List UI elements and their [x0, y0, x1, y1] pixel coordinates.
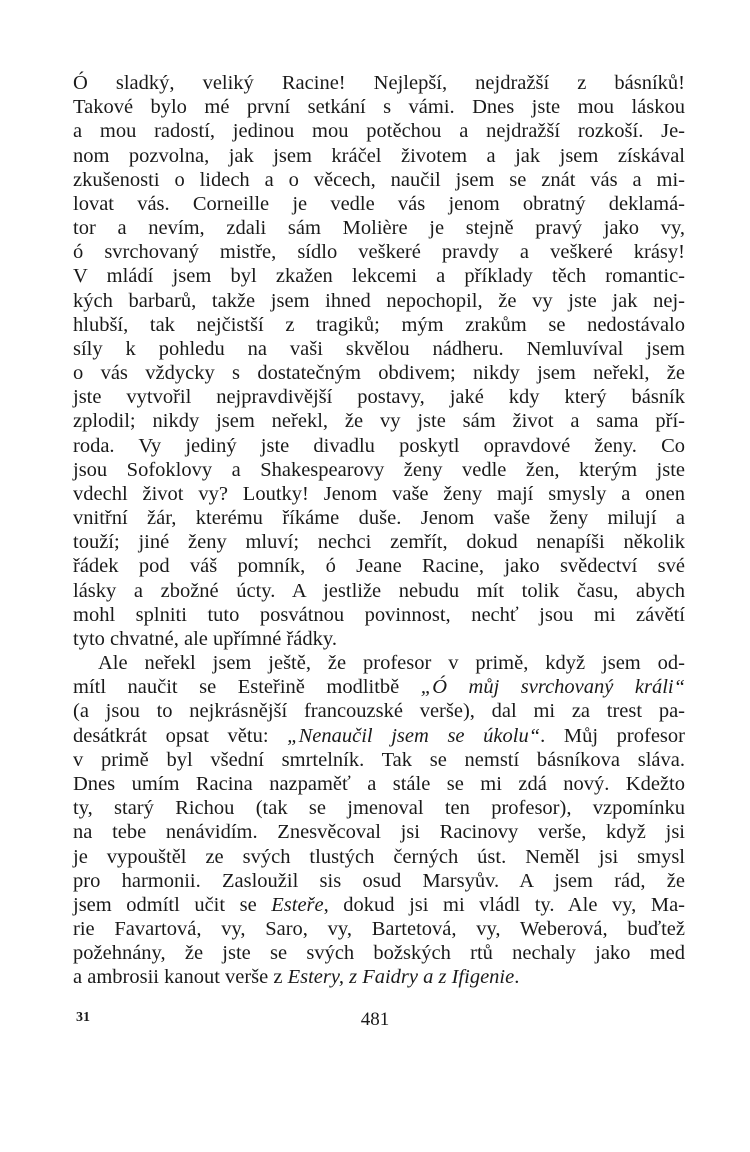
text-span: pro harmonii. Zasloužil sis osud Marsyův. A jsem rád, že	[73, 869, 685, 892]
text-line	[73, 409, 685, 433]
text-span: jste vytvořil nejpravdivější postavy, jaké kdy který básník	[73, 386, 685, 409]
text-line	[73, 434, 685, 458]
text-span: roda. Vy jediný jste divadlu poskytl opravdové ženy. Co	[73, 434, 685, 457]
text-line	[73, 119, 685, 143]
text-span: nom pozvolna, jak jsem kráčel životem a jak jsem získával	[73, 144, 685, 167]
text-span: V mládí jsem byl zkažen lekcemi a příklady těch romantic-	[73, 265, 685, 288]
italic-text-span: „Nenaučil jsem se úkolu“	[287, 724, 541, 747]
text-line	[73, 554, 685, 578]
text-span: ty, starý Richou (tak se jmenoval ten profesor), vzpomínku	[73, 797, 685, 820]
text-line	[73, 917, 685, 941]
text-line	[73, 772, 685, 796]
text-span: Ale neřekl jsem ještě, že profesor v primě, když jsem od-	[98, 652, 685, 675]
text-line	[73, 579, 685, 603]
text-span: hlubší, tak nejčistší z tragiků; mým zrakům se nedostávalo	[73, 313, 685, 336]
text-span: mítl naučit se Esteřině modlitbě	[73, 676, 421, 699]
text-line	[73, 361, 685, 385]
text-line	[73, 313, 685, 337]
text-line	[73, 71, 685, 95]
text-line	[73, 144, 685, 168]
page-number: 481	[360, 1009, 390, 1030]
text-span: na tebe nenávidím. Znesvěcoval jsi Racinovy verše, když jsi	[73, 821, 685, 844]
text-line	[73, 385, 685, 409]
italic-text-span: Estery, z Faidry a z Ifigenie	[287, 966, 515, 989]
text-span: , dokud jsi mi vládl ty. Ale vy, Ma-	[323, 893, 685, 916]
text-span: . Můj profesor	[540, 724, 685, 747]
text-line	[73, 192, 685, 216]
text-span: síly k pohledu na vaši skvělou nádheru. Nemluvíval jsem	[73, 337, 685, 360]
text-span: lásky a zbožné úcty. A jestliže nebudu mít tolik času, abych	[73, 579, 685, 602]
text-line	[73, 796, 685, 820]
text-span: ó svrchovaný mistře, sídlo veškeré pravdy a veškeré krásy!	[73, 241, 685, 264]
text-span: kých barbarů, takže jsem ihned nepochopil, že vy jste jak nej-	[73, 289, 685, 312]
text-span: tor a nevím, zdali sám Molière je stejně pravý jako vy,	[73, 217, 685, 240]
text-span: touží; jiné ženy mluví; nechci zemřít, dokud nenapíši několik	[73, 531, 685, 554]
text-line	[73, 337, 685, 361]
text-span: řádek pod váš pomník, ó Jeane Racine, jako svědectví své	[73, 555, 685, 578]
italic-text-span: „Ó můj svrchovaný králi“	[420, 676, 685, 699]
text-span: a ambrosii kanout verše z	[73, 966, 288, 989]
text-line	[73, 820, 685, 844]
text-span: desátkrát opsat větu:	[73, 724, 288, 747]
text-span: Ó sladký, veliký Racine! Nejlepší, nejdražší z básníků!	[73, 72, 685, 94]
text-line	[73, 458, 685, 482]
text-line	[73, 95, 685, 119]
text-line	[73, 506, 685, 530]
text-line	[73, 699, 685, 723]
signature-mark: 31	[76, 1010, 90, 1025]
text-line	[73, 869, 685, 893]
text-line	[73, 893, 685, 917]
text-span: v primě byl všední smrtelník. Tak se nemstí básníkova sláva.	[73, 748, 685, 771]
body-text	[73, 71, 685, 990]
text-line	[73, 289, 685, 313]
text-line	[73, 965, 685, 989]
text-line	[73, 627, 685, 651]
text-span: je vypouštěl ze svých tlustých černých úst. Neměl jsi smysl	[73, 845, 685, 868]
text-line	[73, 845, 685, 869]
text-span: zkušenosti o lidech a o věcech, naučil jsem se znát vás a mi-	[73, 168, 685, 191]
text-span: mohl splniti tuto posvátnou povinnost, nechť jsou mi závětí	[73, 603, 685, 626]
text-line	[73, 941, 685, 965]
text-line	[73, 482, 685, 506]
text-span: rie Favartová, vy, Saro, vy, Bartetová, vy, Weberová, buďtež	[73, 918, 685, 941]
text-span: o vás vždycky s dostatečným obdivem; nikdy jsem neřekl, že	[73, 362, 685, 385]
text-span: zplodil; nikdy jsem neřekl, že vy jste sám život a sama pří-	[73, 410, 685, 433]
text-span: lovat vás. Corneille je vedle vás jenom obratný deklamá-	[73, 192, 685, 215]
text-span: požehnány, že jste se svých božských rtů nechaly jako med	[73, 942, 685, 965]
text-line	[73, 748, 685, 772]
text-line	[73, 240, 685, 264]
text-line	[73, 216, 685, 240]
text-span: Dnes umím Racina nazpaměť a stále se mi zdá nový. Kdežto	[73, 772, 685, 795]
italic-text-span: Esteře	[271, 893, 324, 916]
text-span: vnitřní žár, kterému říkáme duše. Jenom vaše ženy milují a	[73, 507, 685, 530]
text-span: jsou Sofoklovy a Shakespearovy ženy vedle žen, kterým jste	[73, 458, 685, 481]
text-line	[73, 530, 685, 554]
text-span: vdechl život vy? Loutky! Jenom vaše ženy mají smysly a onen	[73, 482, 685, 505]
text-span: tyto chvatné, ale upřímné řádky.	[73, 627, 337, 650]
text-line	[73, 264, 685, 288]
text-line	[73, 168, 685, 192]
text-span: .	[514, 966, 520, 989]
text-span: (a jsou to nejkrásnější francouzské verše), dal mi za trest pa-	[73, 700, 685, 723]
text-line	[73, 603, 685, 627]
text-line	[73, 724, 685, 748]
text-span: a mou radostí, jedinou mou potěchou a nejdražší rozkoší. Je-	[73, 120, 685, 143]
text-span: Takové bylo mé první setkání s vámi. Dnes jste mou láskou	[73, 96, 685, 119]
text-line	[73, 675, 685, 699]
text-span: jsem odmítl učit se	[73, 893, 272, 916]
text-line	[73, 651, 685, 675]
